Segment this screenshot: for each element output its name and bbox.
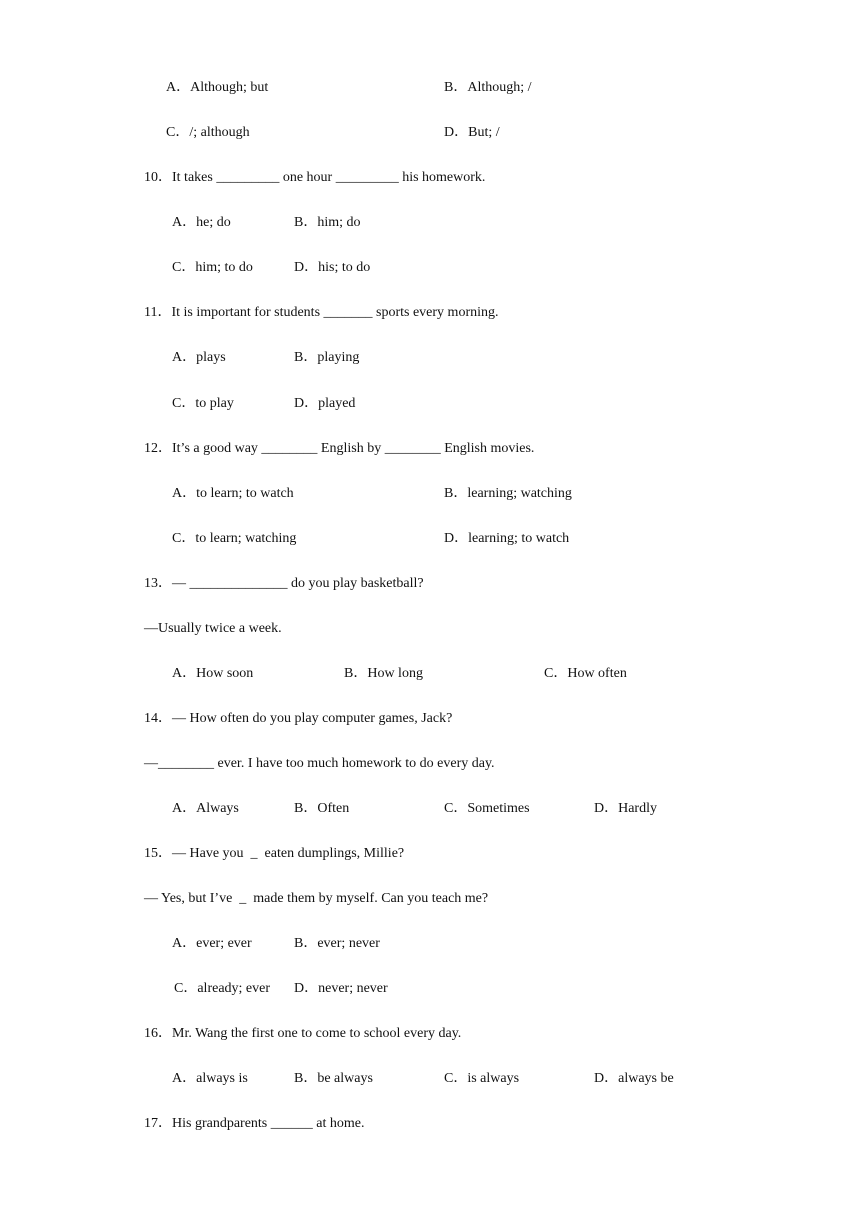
q10-stem: 10．It takes _________ one hour _________ his homework.	[144, 170, 486, 185]
q13-option-a: A．How soon	[172, 666, 254, 681]
q11-option-c: C．to play	[172, 396, 234, 411]
q9-option-c: C．/; although	[166, 125, 250, 140]
q10-option-c: C．him; to do	[172, 260, 253, 275]
q14-option-a: A．Always	[172, 801, 239, 816]
q10-option-a: A．he; do	[172, 215, 231, 230]
q13-reply: —Usually twice a week.	[144, 621, 282, 636]
q17-stem: 17．His grandparents ______ at home.	[144, 1116, 365, 1131]
q16-stem: 16．Mr. Wang the first one to come to school every day.	[144, 1026, 462, 1041]
q13-option-b: B．How long	[344, 666, 423, 681]
q15-option-a: A．ever; ever	[172, 936, 252, 951]
q15-option-d: D．never; never	[294, 981, 388, 996]
q13-stem: 13．— ______________ do you play basketball?	[144, 576, 424, 591]
q10-option-b: B．him; do	[294, 215, 361, 230]
q16-option-c: C．is always	[444, 1071, 520, 1086]
q13-option-c: C．How often	[544, 666, 627, 681]
q12-stem: 12．It’s a good way ________ English by ________ English movies.	[144, 441, 535, 456]
q9-option-d: D．But; /	[444, 125, 500, 140]
q9-option-a: A．Although; but	[166, 80, 269, 95]
q9-option-b: B．Although; /	[444, 80, 532, 95]
q12-option-b: B．learning; watching	[444, 486, 572, 501]
q11-option-d: D．played	[294, 396, 356, 411]
q14-stem: 14．— How often do you play computer games, Jack?	[144, 711, 453, 726]
q15-stem: 15．— Have you _ eaten dumplings, Millie?	[144, 846, 405, 861]
q15-option-c: C．already; ever	[174, 981, 271, 996]
q11-option-b: B．playing	[294, 350, 360, 365]
q16-option-b: B．be always	[294, 1071, 373, 1086]
q11-stem: 11．It is important for students _______ sports every morning.	[144, 305, 499, 320]
q12-option-a: A．to learn; to watch	[172, 486, 294, 501]
q11-option-a: A．plays	[172, 350, 226, 365]
q14-reply: —________ ever. I have too much homework to do every day.	[144, 756, 495, 771]
q15-reply: — Yes, but I’ve _ made them by myself. Can you teach me?	[144, 891, 489, 906]
q14-option-b: B．Often	[294, 801, 350, 816]
q14-option-d: D．Hardly	[594, 801, 657, 816]
q15-option-b: B．ever; never	[294, 936, 380, 951]
q10-option-d: D．his; to do	[294, 260, 371, 275]
q14-option-c: C．Sometimes	[444, 801, 530, 816]
q16-option-a: A．always is	[172, 1071, 248, 1086]
q12-option-d: D．learning; to watch	[444, 531, 570, 546]
q12-option-c: C．to learn; watching	[172, 531, 297, 546]
q16-option-d: D．always be	[594, 1071, 674, 1086]
